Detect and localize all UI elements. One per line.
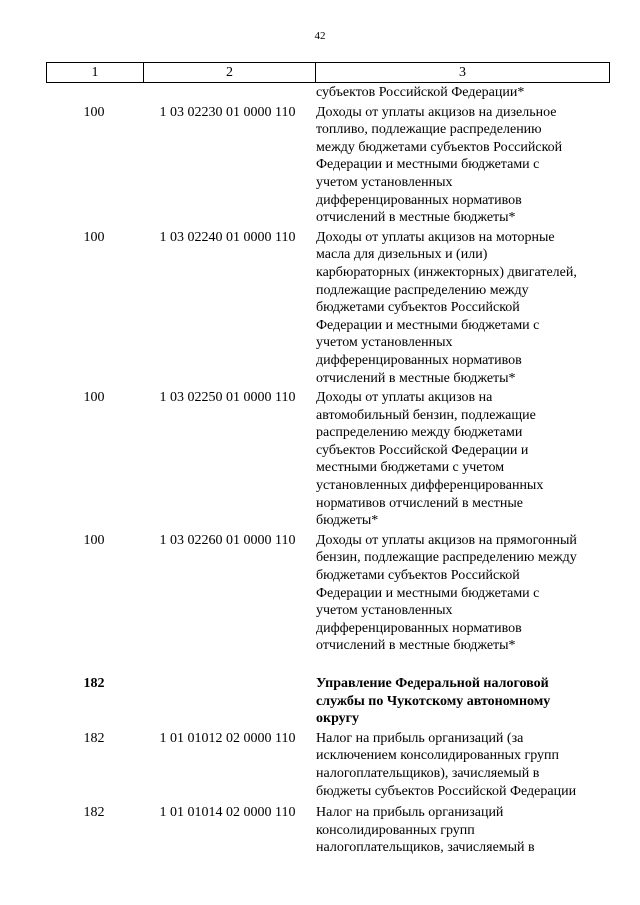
administrator-name: Управление Федеральной налоговой службы по Чукотскому автономному округу [316, 676, 551, 727]
admin-code: 182 [83, 676, 105, 691]
table-row [0, 104, 640, 227]
admin-code: 100 [83, 104, 105, 120]
admin-code: 100 [83, 390, 105, 406]
continuation-row [0, 84, 640, 102]
revenue-code: 1 01 01014 02 0000 110 [159, 805, 296, 821]
page-number: 42 [314, 30, 326, 42]
table-header [46, 62, 610, 83]
table-body [0, 84, 640, 857]
admin-code: 100 [83, 229, 105, 245]
table-row [0, 389, 640, 530]
admin-code: 182 [83, 730, 105, 746]
revenue-name: Доходы от уплаты акцизов на прямогонный бензин, подлежащие распределению между бюджетами субъектов Российской Федерации и местными бюджетами с учетом установленных дифференцированных нормативов отчислений в местные бюджеты* [316, 532, 577, 654]
admin-code: 100 [83, 532, 105, 548]
table-row-section-header [0, 675, 640, 728]
revenue-code: 1 03 02230 01 0000 110 [159, 104, 296, 120]
table-row [0, 532, 640, 655]
header-col-2: 2 [144, 63, 316, 83]
revenue-name: Доходы от уплаты акцизов на автомобильный бензин, подлежащие распределению между бюджетами субъектов Российской Федерации и местными бюджетами с учетом установленных дифференцированных нормативов отчислений в местные бюджеты* [316, 390, 544, 529]
header-col-3: 3 [316, 63, 610, 83]
revenue-code: 1 01 01012 02 0000 110 [159, 730, 296, 746]
revenue-name: Налог на прибыль организаций (за исключением консолидированных групп налогоплательщиков), зачисляемый в бюджеты субъектов Российской Федерации [316, 730, 577, 799]
revenue-code: 1 03 02240 01 0000 110 [159, 229, 296, 245]
header-col-1: 1 [47, 63, 144, 83]
revenue-name: Доходы от уплаты акцизов на моторные масла для дизельных и (или) карбюраторных (инжекторных) двигателей, подлежащие распределению между бюджетами субъектов Российской Федерации и местными бюджетами с учетом установленных дифференцированных нормативов отчислений в местные бюджеты* [316, 229, 577, 386]
table-row [0, 730, 640, 800]
table-row [0, 804, 640, 857]
continuation-text: субъектов Российской Федерации* [316, 85, 525, 100]
revenue-name: Доходы от уплаты акцизов на дизельное топливо, подлежащие распределению между бюджетами субъектов Российской Федерации и местными бюджетами с учетом установленных дифференцированных нормативов отчислений в местные бюджеты* [316, 104, 563, 226]
table-row [0, 229, 640, 387]
revenue-code: 1 03 02250 01 0000 110 [159, 390, 296, 406]
admin-code: 182 [83, 805, 105, 821]
revenue-code: 1 03 02260 01 0000 110 [159, 532, 296, 548]
revenue-name: Налог на прибыль организаций консолидированных групп налогоплательщиков, зачисляемый в [316, 805, 535, 856]
